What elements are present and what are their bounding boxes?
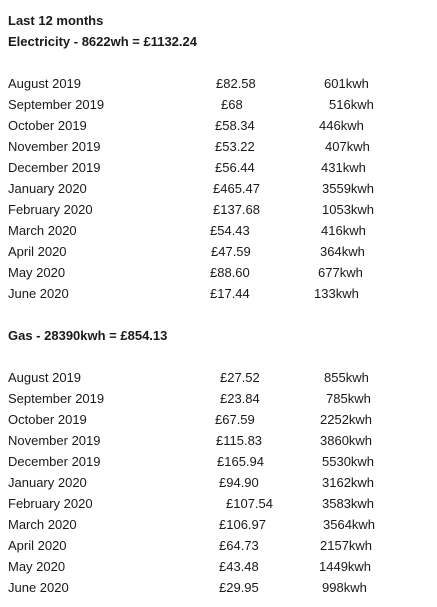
electricity-summary-heading: Electricity - 8622wh = £1132.24 [8, 34, 197, 49]
usage-cell: 677kwh [318, 265, 363, 280]
cost-cell: £29.95 [219, 580, 259, 595]
month-cell: January 2020 [8, 181, 87, 196]
table-row [0, 412, 437, 433]
cost-cell: £17.44 [210, 286, 250, 301]
table-row [0, 118, 437, 139]
cost-cell: £43.48 [219, 559, 259, 574]
usage-cell: 5530kwh [322, 454, 375, 469]
month-cell: January 2020 [8, 475, 87, 490]
usage-cell: 431kwh [321, 160, 366, 175]
month-cell: April 2020 [8, 244, 67, 259]
usage-cell: 601kwh [324, 76, 369, 91]
table-row [0, 97, 437, 118]
cost-cell: £56.44 [215, 160, 255, 175]
usage-cell: 2252kwh [320, 412, 373, 427]
table-row [0, 181, 437, 202]
usage-cell: 998kwh [322, 580, 367, 595]
usage-cell: 3860kwh [320, 433, 373, 448]
table-row [0, 370, 437, 391]
cost-cell: £82.58 [216, 76, 256, 91]
electricity-table [0, 76, 437, 307]
usage-cell: 3162kwh [322, 475, 375, 490]
usage-cell: 446kwh [319, 118, 364, 133]
table-row [0, 517, 437, 538]
cost-cell: £67.59 [215, 412, 255, 427]
month-cell: September 2019 [8, 391, 105, 406]
cost-cell: £88.60 [210, 265, 250, 280]
usage-cell: 785kwh [326, 391, 371, 406]
usage-cell: 416kwh [321, 223, 366, 238]
cost-cell: £27.52 [220, 370, 260, 385]
usage-cell: 516kwh [329, 97, 374, 112]
table-row [0, 160, 437, 181]
month-cell: December 2019 [8, 160, 101, 175]
cost-cell: £165.94 [217, 454, 264, 469]
usage-cell: 407kwh [325, 139, 370, 154]
month-cell: October 2019 [8, 412, 87, 427]
table-row [0, 139, 437, 160]
usage-cell: 855kwh [324, 370, 369, 385]
cost-cell: £23.84 [220, 391, 260, 406]
cost-cell: £58.34 [215, 118, 255, 133]
usage-cell: 1053kwh [322, 202, 375, 217]
month-cell: August 2019 [8, 76, 82, 91]
month-cell: March 2020 [8, 517, 77, 532]
cost-cell: £465.47 [213, 181, 260, 196]
cost-cell: £94.90 [219, 475, 259, 490]
cost-cell: £47.59 [211, 244, 251, 259]
usage-cell: 133kwh [314, 286, 359, 301]
table-row [0, 265, 437, 286]
month-cell: October 2019 [8, 118, 87, 133]
month-cell: May 2020 [8, 559, 66, 574]
month-cell: February 2020 [8, 202, 93, 217]
table-row [0, 286, 437, 307]
cost-cell: £137.68 [213, 202, 260, 217]
gas-table [0, 370, 437, 601]
cost-cell: £106.97 [219, 517, 266, 532]
table-row [0, 454, 437, 475]
table-row [0, 538, 437, 559]
month-cell: December 2019 [8, 454, 101, 469]
usage-cell: 3559kwh [322, 181, 375, 196]
cost-cell: £107.54 [226, 496, 273, 511]
usage-cell: 3564kwh [323, 517, 376, 532]
month-cell: September 2019 [8, 97, 105, 112]
table-row [0, 202, 437, 223]
table-row [0, 496, 437, 517]
usage-cell: 3583kwh [322, 496, 375, 511]
gas-summary-heading: Gas - 28390kwh = £854.13 [8, 328, 168, 343]
table-row [0, 433, 437, 454]
cost-cell: £53.22 [215, 139, 255, 154]
period-heading: Last 12 months [8, 13, 104, 28]
usage-cell: 1449kwh [319, 559, 372, 574]
table-row [0, 244, 437, 265]
month-cell: March 2020 [8, 223, 77, 238]
table-row [0, 223, 437, 244]
month-cell: August 2019 [8, 370, 82, 385]
table-row [0, 475, 437, 496]
month-cell: June 2020 [8, 286, 69, 301]
usage-cell: 2157kwh [320, 538, 373, 553]
cost-cell: £115.83 [216, 433, 263, 448]
month-cell: November 2019 [8, 433, 101, 448]
table-row [0, 559, 437, 580]
month-cell: May 2020 [8, 265, 66, 280]
month-cell: June 2020 [8, 580, 69, 595]
cost-cell: £64.73 [219, 538, 259, 553]
cost-cell: £68 [221, 97, 243, 112]
month-cell: November 2019 [8, 139, 101, 154]
table-row [0, 391, 437, 412]
month-cell: February 2020 [8, 496, 93, 511]
month-cell: April 2020 [8, 538, 67, 553]
table-row [0, 580, 437, 601]
cost-cell: £54.43 [210, 223, 250, 238]
usage-cell: 364kwh [320, 244, 365, 259]
table-row [0, 76, 437, 97]
